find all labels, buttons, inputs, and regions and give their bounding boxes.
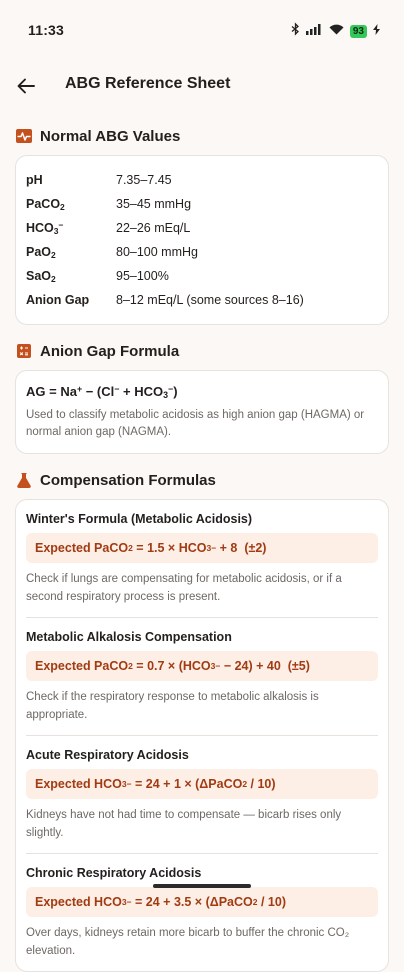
formula-item-winters	[26, 500, 378, 618]
formula-item-description: Kidneys have not had time to compensate — bicarb rises only slightly.	[26, 809, 342, 839]
anion-gap-formula: AG = $Na^+ - (Cl^- + HCO_3^-)$	[26, 384, 178, 401]
value-text: 95–100%	[116, 269, 169, 283]
value-text: 80–100 mmHg	[116, 245, 198, 259]
home-indicator[interactable]	[153, 884, 251, 888]
battery-indicator: 93	[350, 25, 367, 38]
formula-item-acute-resp-acidosis	[26, 736, 378, 854]
arrow-left-icon	[17, 78, 35, 94]
back-button[interactable]	[14, 74, 38, 98]
formula-item-description: Check if the respiratory response to metabolic alkalosis is appropriate.	[26, 691, 319, 721]
anion-gap-description: Used to classify metabolic acidosis as high anion gap (HAGMA) or normal anion gap (NAGMA).	[26, 409, 365, 438]
formula-expression: Expected PaCO 2 = 1.5 × HCO 3 − + 8 (±2)	[26, 533, 378, 563]
value-text: 8–12 mEq/L (some sources 8–16)	[116, 293, 304, 307]
calculator-icon	[16, 343, 32, 359]
anion-gap-section	[0, 339, 404, 454]
value-row-anion-gap	[26, 288, 378, 312]
value-row-sao2	[26, 264, 378, 288]
value-row-hco3	[26, 216, 378, 240]
value-text: 35–45 mmHg	[116, 197, 192, 211]
formula-item-description: Over days, kidneys retain more bicarb to buffer the chronic CO₂ elevation.	[26, 927, 350, 957]
value-label: PaO$_2$	[26, 245, 56, 261]
anion-gap-title: Anion Gap Formula	[40, 342, 180, 360]
value-label: SaO$_2$	[26, 269, 56, 285]
status-icons	[291, 22, 380, 40]
value-text: 22–26 mEq/L	[116, 221, 191, 235]
value-text: 7.35–7.45	[116, 173, 172, 187]
anion-gap-card	[15, 370, 389, 454]
compensation-title: Compensation Formulas	[40, 471, 216, 489]
value-label: PaCO$_2$	[26, 197, 65, 213]
status-bar	[0, 0, 404, 56]
signal-icon	[306, 22, 323, 40]
formula-item-title: Chronic Respiratory Acidosis	[26, 866, 202, 880]
value-row-ph	[26, 168, 378, 192]
formula-item-title: Winter's Formula (Metabolic Acidosis)	[26, 512, 253, 526]
formula-expression: Expected HCO 3 − = 24 + 1 × (ΔPaCO 2 / 10)	[26, 769, 378, 799]
formula-item-title: Acute Respiratory Acidosis	[26, 748, 189, 762]
normal-values-title: Normal ABG Values	[40, 127, 181, 145]
value-label: $HCO_3^-$	[26, 220, 64, 237]
formula-item-title: Metabolic Alkalosis Compensation	[26, 630, 232, 644]
formula-item-chronic-resp-acidosis	[26, 854, 378, 971]
compensation-section	[0, 468, 404, 972]
bluetooth-icon	[291, 22, 300, 40]
status-time: 11:33	[28, 22, 65, 38]
charging-icon	[373, 22, 380, 40]
wifi-icon	[329, 22, 344, 40]
normal-values-card	[15, 155, 389, 325]
app-bar	[0, 56, 404, 116]
normal-values-header	[16, 124, 388, 148]
flask-icon	[16, 472, 32, 488]
formula-expression: Expected PaCO 2 = 0.7 × (HCO 3 − − 24) + 40 (±5)	[26, 651, 378, 681]
value-label: pH	[26, 173, 43, 187]
compensation-header	[16, 468, 388, 492]
anion-gap-header	[16, 339, 388, 363]
compensation-card	[15, 499, 389, 972]
value-row-pao2	[26, 240, 378, 264]
formula-expression: Expected HCO 3 − = 24 + 3.5 × (ΔPaCO 2 / 10)	[26, 887, 378, 917]
formula-item-description: Check if lungs are compensating for metabolic acidosis, or if a second respiratory process is present.	[26, 573, 342, 603]
normal-values-section	[0, 124, 404, 325]
value-label: Anion Gap	[26, 293, 90, 307]
value-row-paco2	[26, 192, 378, 216]
page-title: ABG Reference Sheet	[65, 75, 231, 92]
formula-item-metabolic-alkalosis	[26, 618, 378, 736]
heartbeat-icon	[16, 128, 32, 144]
